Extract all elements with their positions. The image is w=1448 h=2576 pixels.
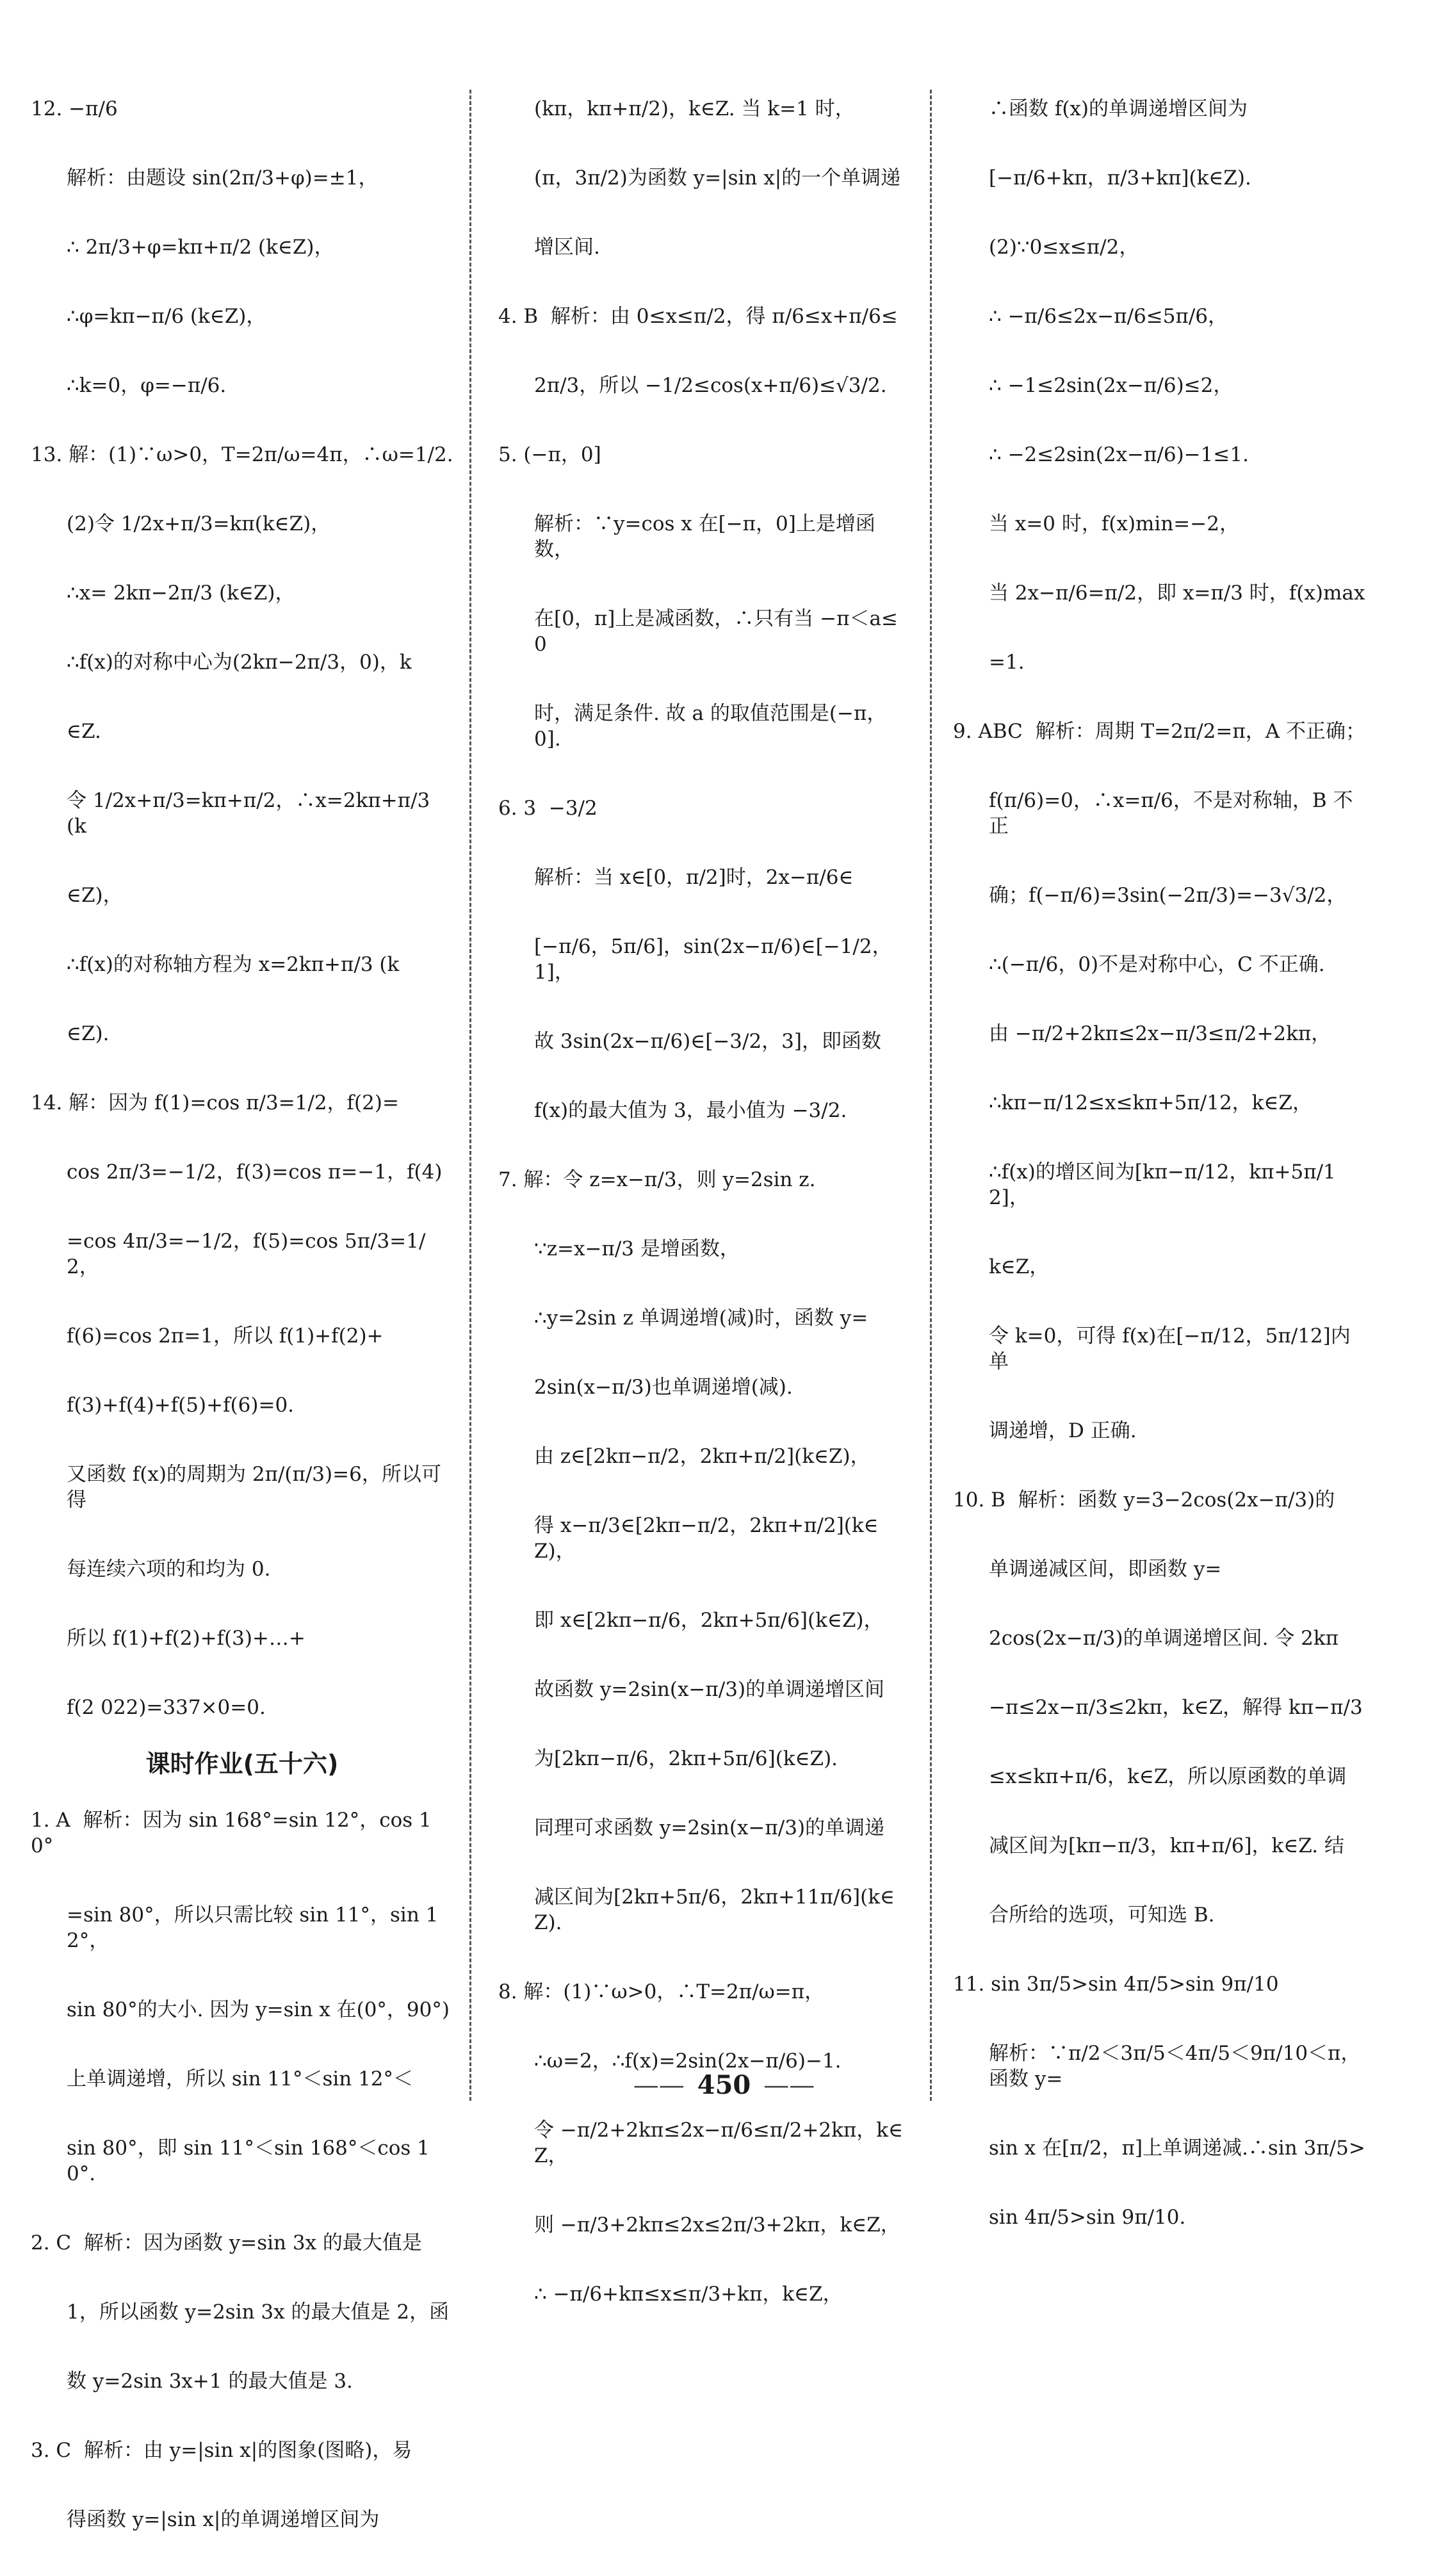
text-line: 上单调递增，所以 sin 11°＜sin 12°＜ [67, 2067, 414, 2091]
text-line: 确；f(−π/6)=3sin(−2π/3)=−3√3/2， [989, 884, 1347, 907]
text-line: ∈Z. [67, 720, 101, 743]
text-line: f(π/6)=0，∴x=π/6，不是对称轴，B 不正 [989, 789, 1353, 838]
text-line: 11. sin 3π/5>sin 4π/5>sin 9π/10 [953, 1973, 1279, 1996]
text-line: ∴x= 2kπ−2π/3 (k∈Z)， [67, 582, 295, 605]
text-line: 7. 解：令 z=x−π/3，则 y=2sin z. [498, 1168, 816, 1191]
text-line: (kπ，kπ+π/2)，k∈Z. 当 k=1 时， [534, 97, 855, 120]
text-line: 在[0，π]上是减函数，∴只有当 −π＜a≤0 [534, 607, 898, 656]
page-number: 450 [697, 2070, 751, 2100]
text-line: ∴k=0，φ=−π/6. [67, 374, 227, 397]
text-line: ∴ −π/6+kπ≤x≤π/3+kπ，k∈Z， [534, 2283, 843, 2306]
text-line: ∴f(x)的对称中心为(2kπ−2π/3，0)，k [67, 651, 412, 674]
text-line: 解析：∵y=cos x 在[−π，0]上是增函数， [534, 512, 875, 561]
text-line: sin 80°，即 sin 11°＜sin 168°＜cos 10°. [67, 2137, 430, 2185]
text-line: 得 x−π/3∈[2kπ−π/2，2kπ+π/2](k∈Z)， [534, 1514, 879, 1563]
text-line: ∴ 2π/3+φ=kπ+π/2 (k∈Z)， [67, 236, 334, 259]
text-line: f(2 022)=337×0=0. [67, 1696, 266, 1719]
text-line: 即 x∈[2kπ−π/6，2kπ+5π/6](k∈Z)， [534, 1609, 884, 1632]
text-line: 为[2kπ−π/6，2kπ+5π/6](k∈Z). [534, 1747, 838, 1770]
text-line: 每连续六项的和均为 0. [67, 1558, 271, 1581]
text-line: =sin 80°，所以只需比较 sin 11°，sin 12°， [67, 1903, 439, 1952]
text-line: ∴ −2≤2sin(2x−π/6)−1≤1. [989, 443, 1249, 466]
text-line: 合所给的选项，可知选 B. [989, 1903, 1215, 1927]
text-line: 令 k=0，可得 f(x)在[−π/12，5π/12]内单 [989, 1325, 1351, 1373]
text-line: 单调递减区间，即函数 y= [989, 1558, 1222, 1581]
text-line: 2sin(x−π/3)也单调递增(减). [534, 1376, 793, 1399]
text-line: 由 −π/2+2kπ≤2x−π/3≤π/2+2kπ， [989, 1022, 1331, 1045]
text-line: 6. 3 −3/2 [498, 797, 598, 820]
column-middle [498, 96, 908, 2351]
text-line: f(x)的最大值为 3，最小值为 −3/2. [534, 1099, 847, 1122]
text-line: 令 1/2x+π/3=kπ+π/2，∴x=2kπ+π/3 (k [67, 789, 437, 838]
text-line: 调递增，D 正确. [989, 1419, 1137, 1442]
footer-rule-right: —— [763, 2071, 815, 2100]
text-line: 1. A 解析：因为 sin 168°=sin 12°，cos 10° [31, 1809, 432, 1857]
text-line: 2π/3，所以 −1/2≤cos(x+π/6)≤√3/2. [534, 374, 887, 397]
text-line: ∴f(x)的增区间为[kπ−π/12，kπ+5π/12]， [989, 1161, 1336, 1209]
text-line: 数 y=2sin 3x+1 的最大值是 3. [67, 2370, 353, 2393]
text-line: 8. 解：(1)∵ω>0，∴T=2π/ω=π， [498, 1980, 825, 2003]
text-line: 当 x=0 时，f(x)min=−2， [989, 512, 1239, 535]
text-line: sin 4π/5>sin 9π/10. [989, 2206, 1186, 2229]
text-line: [−π/6，5π/6]，sin(2x−π/6)∈[−1/2，1]， [534, 935, 892, 984]
text-line: (2)令 1/2x+π/3=kπ(k∈Z)， [67, 512, 331, 535]
page-footer [0, 2070, 1448, 2100]
text-line: 同理可求函数 y=2sin(x−π/3)的单调递 [534, 1816, 885, 1839]
text-line: 增区间. [534, 236, 600, 259]
text-line: 得函数 y=|sin x|的单调递增区间为 [67, 2508, 380, 2531]
text-line: ∴ω=2，∴f(x)=2sin(2x−π/6)−1. [534, 2050, 842, 2073]
text-line: 则 −π/3+2kπ≤2x≤2π/3+2kπ，k∈Z， [534, 2213, 900, 2237]
text-line: (π，3π/2)为函数 y=|sin x|的一个单调递 [534, 167, 901, 190]
footer-rule-left: —— [633, 2071, 685, 2100]
text-line: 解析：∵π/2＜3π/5＜4π/5＜9π/10＜π，函数 y= [989, 2042, 1361, 2091]
text-line: 9. ABC 解析：周期 T=2π/2=π，A 不正确； [953, 720, 1365, 743]
text-line: 1，所以函数 y=2sin 3x 的最大值是 2，函 [67, 2301, 450, 2324]
column-left [31, 96, 453, 2576]
text-line: 12. −π/6 [31, 97, 118, 120]
text-line: ∴kπ−π/12≤x≤kπ+5π/12，k∈Z， [989, 1091, 1312, 1114]
text-line: (2)∵0≤x≤π/2， [989, 236, 1139, 259]
text-line: 令 −π/2+2kπ≤2x−π/6≤π/2+2kπ，k∈Z， [534, 2119, 904, 2167]
text-line: 减区间为[2kπ+5π/6，2kπ+11π/6](k∈Z). [534, 1886, 895, 1934]
text-line: ∴y=2sin z 单调递增(减)时，函数 y= [534, 1307, 868, 1330]
text-line: =1. [989, 651, 1025, 674]
text-line: f(6)=cos 2π=1，所以 f(1)+f(2)+ [67, 1325, 384, 1348]
text-line: [−π/6+kπ，π/3+kπ](k∈Z). [989, 167, 1251, 190]
text-line: 解析：当 x∈[0，π/2]时，2x−π/6∈ [534, 866, 854, 889]
text-line: ≤x≤kπ+π/6，k∈Z，所以原函数的单调 [989, 1765, 1347, 1788]
text-line: 14. 解：因为 f(1)=cos π/3=1/2，f(2)= [31, 1091, 399, 1114]
text-line: 3. C 解析：由 y=|sin x|的图象(图略)，易 [31, 2439, 412, 2462]
text-line: 所以 f(1)+f(2)+f(3)+…+ [67, 1627, 305, 1650]
text-line: 10. B 解析：函数 y=3−2cos(2x−π/3)的 [953, 1488, 1335, 1512]
text-line: f(3)+f(4)+f(5)+f(6)=0. [67, 1394, 295, 1417]
text-line: ∈Z). [67, 1022, 110, 1045]
text-line: ∴f(x)的对称轴方程为 x=2kπ+π/3 (k [67, 953, 400, 976]
text-line: ∴φ=kπ−π/6 (k∈Z)， [67, 305, 266, 328]
text-line: ∈Z)， [67, 884, 123, 907]
text-line: 故函数 y=2sin(x−π/3)的单调递增区间 [534, 1678, 885, 1701]
text-line: sin 80°的大小. 因为 y=sin x 在(0°，90°) [67, 1998, 450, 2021]
text-line: ∵z=x−π/3 是增函数， [534, 1237, 740, 1260]
text-line: 2cos(2x−π/3)的单调递增区间. 令 2kπ [989, 1627, 1339, 1650]
text-line: 当 2x−π/6=π/2，即 x=π/3 时，f(x)max [989, 582, 1365, 605]
text-line: 时，满足条件. 故 a 的取值范围是(−π，0]. [534, 702, 887, 751]
text-line: 由 z∈[2kπ−π/2，2kπ+π/2](k∈Z)， [534, 1445, 870, 1468]
text-line: 2. C 解析：因为函数 y=sin 3x 的最大值是 [31, 2231, 422, 2254]
column-divider [469, 90, 471, 2101]
text-line: k∈Z， [989, 1255, 1050, 1278]
text-line: =cos 4π/3=−1/2，f(5)=cos 5π/3=1/2， [67, 1230, 426, 1278]
text-line: −π≤2x−π/3≤2kπ，k∈Z，解得 kπ−π/3 [989, 1696, 1363, 1719]
text-line: 解析：由题设 sin(2π/3+φ)=±1， [67, 167, 378, 190]
text-line: cos 2π/3=−1/2，f(3)=cos π=−1，f(4) [67, 1161, 443, 1184]
text-line: 又函数 f(x)的周期为 2π/(π/3)=6，所以可得 [67, 1463, 441, 1512]
text-line: ∴ −1≤2sin(2x−π/6)≤2， [989, 374, 1233, 397]
text-line: ∴函数 f(x)的单调递增区间为 [989, 97, 1248, 120]
column-divider [930, 90, 932, 2101]
text-line: 5. (−π，0] [498, 443, 601, 466]
column-right [953, 96, 1369, 2274]
text-line: 减区间为[kπ−π/3，kπ+π/6]，k∈Z. 结 [989, 1834, 1344, 1857]
text-line: ∴ −π/6≤2x−π/6≤5π/6， [989, 305, 1228, 328]
text-line: ∴(−π/6，0)不是对称中心，C 不正确. [989, 953, 1325, 976]
text-line: 4. B 解析：由 0≤x≤π/2，得 π/6≤x+π/6≤ [498, 305, 898, 328]
text-line: 13. 解：(1)∵ω>0，T=2π/ω=4π，∴ω=1/2. [31, 443, 453, 466]
text-line: sin x 在[π/2，π]上单调递减.∴sin 3π/5> [989, 2137, 1365, 2160]
text-line: 故 3sin(2x−π/6)∈[−3/2，3]，即函数 [534, 1030, 881, 1053]
section-title: 课时作业(五十六) [145, 1750, 339, 1778]
